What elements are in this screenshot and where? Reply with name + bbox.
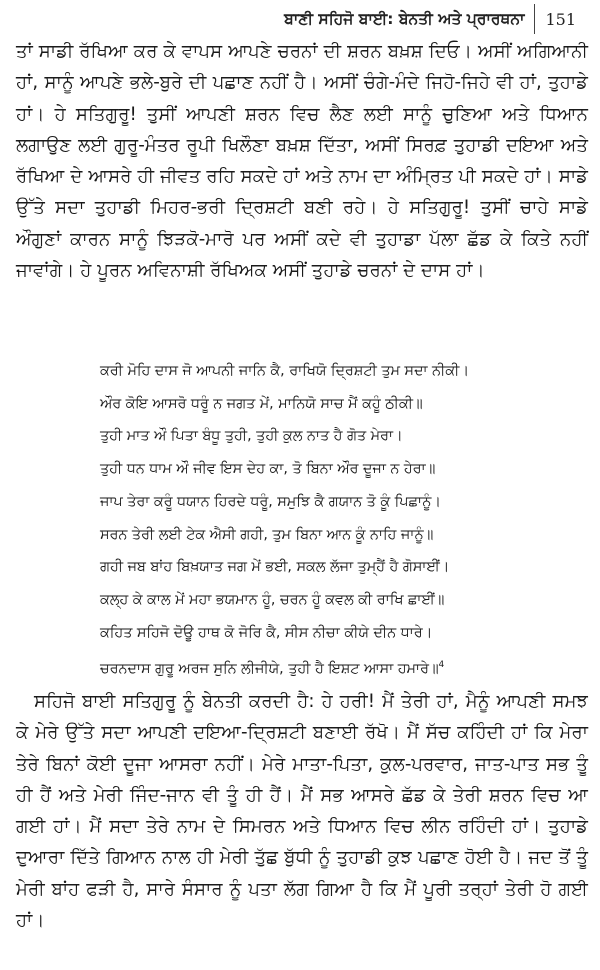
footnote-ref: 4 bbox=[438, 660, 445, 671]
verse-line: ਕਰੀ ਮੋਹਿ ਦਾਸ ਜੋ ਆਪਨੀ ਜਾਨਿ ਕੈ, ਰਾਖਿਯੋ ਦ੍ਰਿਸ਼ਟੀ ਤੁਮ ਸਦਾ ਨੀਕੀ। bbox=[100, 363, 469, 379]
running-head: ਬਾਣੀ ਸਹਿਜੋ ਬਾਈ: ਬੇਨਤੀ ਅਤੇ ਪ੍ਰਾਰਥਨਾ bbox=[284, 9, 525, 28]
verse-line: ਜਾਪ ਤੇਰਾ ਕਰੂੰ ਧਯਾਨ ਹਿਰਦੇ ਧਰੂੰ, ਸਮੁਝਿ ਕੈ ਗਯਾਨ ਤੋ ਕੂੰ ਪਿਛਾਨੂੰ। bbox=[100, 493, 441, 510]
paragraph-2: ਸਹਿਜੋ ਬਾਈ ਸਤਿਗੁਰੂ ਨੂੰ ਬੇਨਤੀ ਕਰਦੀ ਹੈ: ਹੇ ਹਰੀ! ਮੈਂ ਤੇਰੀ ਹਾਂ, ਮੈਨੂੰ ਆਪਣੀ ਸਮਝ ਕੇ ਮੇਰੇ ਉੱਤੇ ਸਦਾ ਆਪਣੀ ਦਇਆ-ਦ੍ਰਿਸ਼ਟੀ ਬਣਾਈ ਰੱਖੋ। ਮੈਂ ਸੱਚ ਕਹਿੰਦੀ ਹਾਂ ਕਿ ਮੇਰਾ ਤੇਰੇ ਬਿਨਾਂ ਕੋਈ ਦੂਜਾ ਆਸਰਾ ਨਹੀਂ। ਮੇਰੇ ਮਾਤਾ-ਪਿਤਾ, ਕੁਲ-ਪਰਵਾਰ, ਜਾਤ-ਪਾਤ ਸਭ ਤੂੰ ਹੀ ਹੈਂ ਅਤੇ ਮੇਰੀ ਜਿੰਦ-ਜਾਨ ਵੀ ਤੂੰ ਹੀ ਹੈਂ। ਮੈਂ ਸਭ ਆਸਰੇ ਛੱਡ ਕੇ ਤੇਰੀ ਸ਼ਰਨ ਵਿਚ ਆ ਗਈ ਹਾਂ। ਮੈਂ ਸਦਾ ਤੇਰੇ ਨਾਮ ਦੇ ਸਿਮਰਨ ਅਤੇ ਧਿਆਨ ਵਿਚ ਲੀਨ ਰਹਿੰਦੀ ਹਾਂ। ਤੁਹਾਡੇ ਦੁਆਰਾ ਦਿੱਤੇ ਗਿਆਨ ਨਾਲ ਹੀ ਮੇਰੀ ਤੁੱਛ ਬੁੱਧੀ ਨੂੰ ਤੁਹਾਡੀ ਕੁਝ ਪਛਾਣ ਹੋਈ ਹੈ। ਜਦ ਤੋਂ ਤੂੰ ਮੇਰੀ ਬਾਂਹ ਫੜੀ ਹੈ, ਸਾਰੇ ਸੰਸਾਰ ਨੂੰ ਪਤਾ ਲੱਗ ਗਿਆ ਹੈ ਕਿ ਮੈਂ ਪੂਰੀ ਤਰ੍ਹਾਂ ਤੇਰੀ ਹੋ ਗਈ ਹਾਂ। bbox=[16, 691, 588, 932]
page-header bbox=[284, 4, 576, 34]
verse-line-text: ਚਰਨਦਾਸ ਗੁਰੂ ਅਰਜ ਸੁਨਿ ਲੀਜੀਯੇ, ਤੁਹੀ ਹੈ ਇਸ਼ਟ ਆਸਾ ਹਮਾਰੇ॥ bbox=[100, 661, 439, 678]
verse-line: ਤੁਹੀ ਮਾਤ ਔ ਪਿਤਾ ਬੰਧੂ ਤੁਹੀ, ਤੁਹੀ ਕੁਲ ਨਾਤ ਹੈ ਗੋਤ ਮੇਰਾ। bbox=[100, 428, 403, 445]
verse-line: ਕਲ੍ਹ ਕੇ ਕਾਲ ਮੇਂ ਮਹਾ ਭਯਮਾਨ ਹੂੰ, ਚਰਨ ਹੂੰ ਕਵਲ ਕੀ ਰਾਖਿ ਛਾਈਂ॥ bbox=[100, 591, 445, 608]
verse-line-last bbox=[100, 649, 590, 685]
verse-line: ਤੁਹੀ ਧਨ ਧਾਮ ਔ ਜੀਵ ਇਸ ਦੇਹ ਕਾ, ਤੋ ਬਿਨਾ ਔਰ ਦੂਜਾ ਨ ਹੇਰਾ॥ bbox=[100, 461, 436, 478]
paragraph-1: ਤਾਂ ਸਾਡੀ ਰੱਖਿਆ ਕਰ ਕੇ ਵਾਪਸ ਆਪਣੇ ਚਰਨਾਂ ਦੀ ਸ਼ਰਨ ਬਖ਼ਸ਼ ਦਿਓ। ਅਸੀਂ ਅਗਿਆਨੀ ਹਾਂ, ਸਾਨੂੰ ਆਪਣੇ ਭਲੇ-ਬੁਰੇ ਦੀ ਪਛਾਣ ਨਹੀਂ ਹੈ। ਅਸੀਂ ਚੰਗੇ-ਮੰਦੇ ਜਿਹੋ-ਜਿਹੇ ਵੀ ਹਾਂ, ਤੁਹਾਡੇ ਹਾਂ। ਹੇ ਸਤਿਗੁਰੂ! ਤੁਸੀਂ ਆਪਣੀ ਸ਼ਰਨ ਵਿਚ ਲੈਣ ਲਈ ਸਾਨੂੰ ਚੁਣਿਆ ਅਤੇ ਧਿਆਨ ਲਗਾਉਣ ਲਈ ਗੁਰੂ-ਮੰਤਰ ਰੂਪੀ ਖਿਲੌਣਾ ਬਖ਼ਸ਼ ਦਿੱਤਾ, ਅਸੀਂ ਸਿਰਫ਼ ਤੁਹਾਡੀ ਦਇਆ ਅਤੇ ਰੱਖਿਆ ਦੇ ਆਸਰੇ ਹੀ ਜੀਵਤ ਰਹਿ ਸਕਦੇ ਹਾਂ ਅਤੇ ਨਾਮ ਦਾ ਅੰਮ੍ਰਿਤ ਪੀ ਸਕਦੇ ਹਾਂ। ਸਾਡੇ ਉੱਤੇ ਸਦਾ ਤੁਹਾਡੀ ਮਿਹਰ-ਭਰੀ ਦ੍ਰਿਸ਼ਟੀ ਬਣੀ ਰਹੇ। ਹੇ ਸਤਿਗੁਰੂ! ਤੁਸੀਂ ਚਾਹੇ ਸਾਡੇ ਔਗੁਣਾਂ ਕਾਰਨ ਸਾਨੂੰ ਝਿੜਕੋ-ਮਾਰੋ ਪਰ ਅਸੀਂ ਕਦੇ ਵੀ ਤੁਹਾਡਾ ਪੱਲਾ ਛੱਡ ਕੇ ਕਿਤੇ ਨਹੀਂ ਜਾਵਾਂਗੇ। ਹੇ ਪੂਰਨ ਅਵਿਨਾਸ਼ੀ ਰੱਖਿਅਕ ਅਸੀਂ ਤੁਹਾਡੇ ਚਰਨਾਂ ਦੇ ਦਾਸ ਹਾਂ। bbox=[16, 41, 588, 282]
page-number: 151 bbox=[545, 9, 576, 29]
header-divider bbox=[534, 4, 535, 34]
verse-line: ਸਰਨ ਤੇਰੀ ਲਈ ਟੇਕ ਐਸੀ ਗਹੀ, ਤੁਮ ਬਿਨਾ ਆਨ ਕੂੰ ਨਾਹਿ ਜਾਨੂੰ॥ bbox=[100, 526, 434, 543]
verse-line: ਕਹਿਤ ਸਹਿਜੋ ਦੋਊ ਹਾਥ ਕੋ ਜੋਰਿ ਕੈ, ਸੀਸ ਨੀਚਾ ਕੀਯੇ ਦੀਨ ਧਾਰੇ। bbox=[100, 624, 433, 641]
verse-line: ਔਰ ਕੋਇ ਆਸਰੋ ਧਰੂੰ ਨ ਜਗਤ ਮੇਂ, ਮਾਨਿਯੋ ਸਾਚ ਮੈਂ ਕਹੂੰ ਠੀਕੀ॥ bbox=[100, 395, 423, 412]
verse-line: ਗਹੀ ਜਬ ਬਾਂਹ ਬਿਖ਼ਯਾਤ ਜਗ ਮੇਂ ਭਈ, ਸਕਲ ਲੱਜਾ ਤੁਮ੍ਹੈਂ ਹੈ ਗੋਸਾਈਂ। bbox=[100, 559, 450, 576]
verse-block bbox=[100, 355, 590, 686]
